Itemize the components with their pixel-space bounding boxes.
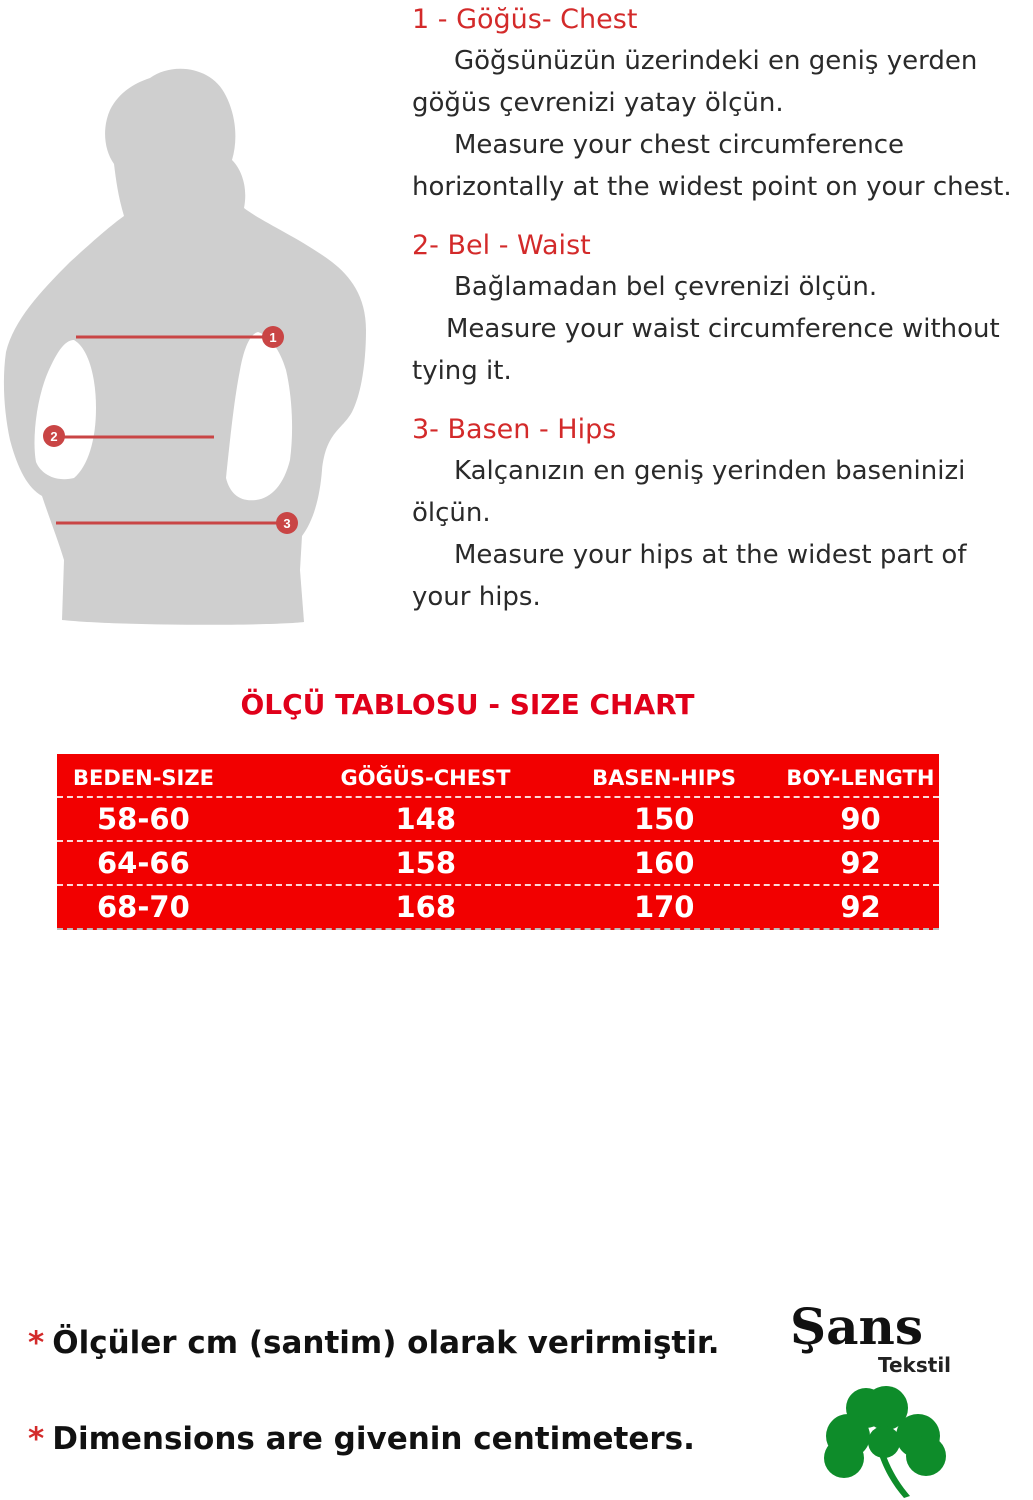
instruction-line: Göğsünüzün üzerindeki en geniş yerden	[454, 46, 978, 76]
shamrock-icon	[824, 1386, 946, 1498]
note-english-text: Dimensions are givenin centimeters.	[52, 1421, 695, 1457]
note-star: *	[28, 1421, 45, 1457]
instruction-line: Measure your waist circumference without	[446, 314, 1000, 344]
marker-2	[43, 425, 65, 447]
cell-size: 64-66	[97, 846, 190, 880]
body-silhouette	[4, 69, 366, 625]
cell-hips: 170	[633, 890, 695, 924]
logo-brand-text: Şans	[790, 1297, 924, 1356]
table-row	[57, 842, 939, 886]
table-row	[57, 798, 939, 842]
svg-text:1: 1	[269, 330, 277, 345]
cell-chest: 158	[395, 846, 457, 880]
instruction-line: ölçün.	[412, 498, 491, 528]
instruction-line: your hips.	[412, 582, 541, 612]
header-length: BOY-LENGTH	[786, 766, 935, 790]
cell-length: 92	[840, 890, 881, 924]
note-english	[28, 1421, 695, 1457]
header-hips: BASEN-HIPS	[592, 766, 737, 790]
cell-size: 68-70	[97, 890, 190, 924]
note-star: *	[28, 1325, 45, 1361]
logo-sub-text: Tekstil	[878, 1353, 952, 1377]
instruction-chest	[412, 0, 1032, 208]
size-chart-table	[57, 754, 939, 930]
size-chart-title: ÖLÇÜ TABLOSU - SIZE CHART	[240, 688, 695, 721]
cell-chest: 148	[395, 802, 457, 836]
measurement-figure	[0, 60, 380, 630]
note-turkish-text: Ölçüler cm (santim) olarak verirmiştir.	[52, 1325, 720, 1361]
instruction-waist	[412, 226, 1032, 392]
cell-hips: 150	[633, 802, 695, 836]
instruction-line: göğüs çevrenizi yatay ölçün.	[412, 88, 784, 118]
instruction-heading: 1 - Göğüs- Chest	[412, 4, 638, 35]
instruction-line: Bağlamadan bel çevrenizi ölçün.	[454, 272, 878, 302]
instruction-line: Measure your chest circumference	[454, 130, 905, 160]
instruction-hips	[412, 410, 1032, 618]
marker-3	[276, 512, 298, 534]
header-size: BEDEN-SIZE	[73, 766, 214, 790]
brand-logo	[786, 1290, 986, 1500]
instruction-line: tying it.	[412, 356, 512, 386]
marker-1	[262, 326, 284, 348]
header-chest: GÖĞÜS-CHEST	[340, 766, 511, 790]
table-row	[57, 886, 939, 930]
cell-size: 58-60	[97, 802, 190, 836]
svg-text:2: 2	[50, 429, 58, 444]
note-turkish	[28, 1325, 720, 1361]
table-header-row	[57, 754, 939, 798]
instruction-line: Kalçanızın en geniş yerinden baseninizi	[454, 456, 966, 486]
instruction-line: horizontally at the widest point on your chest.	[412, 172, 1012, 202]
instruction-heading: 2- Bel - Waist	[412, 230, 591, 261]
cell-chest: 168	[395, 890, 457, 924]
instruction-heading: 3- Basen - Hips	[412, 414, 617, 445]
instruction-line: Measure your hips at the widest part of	[454, 540, 967, 570]
svg-text:3: 3	[283, 516, 291, 531]
cell-length: 92	[840, 846, 881, 880]
cell-hips: 160	[633, 846, 695, 880]
measurement-instructions	[412, 0, 1032, 636]
cell-length: 90	[840, 802, 881, 836]
